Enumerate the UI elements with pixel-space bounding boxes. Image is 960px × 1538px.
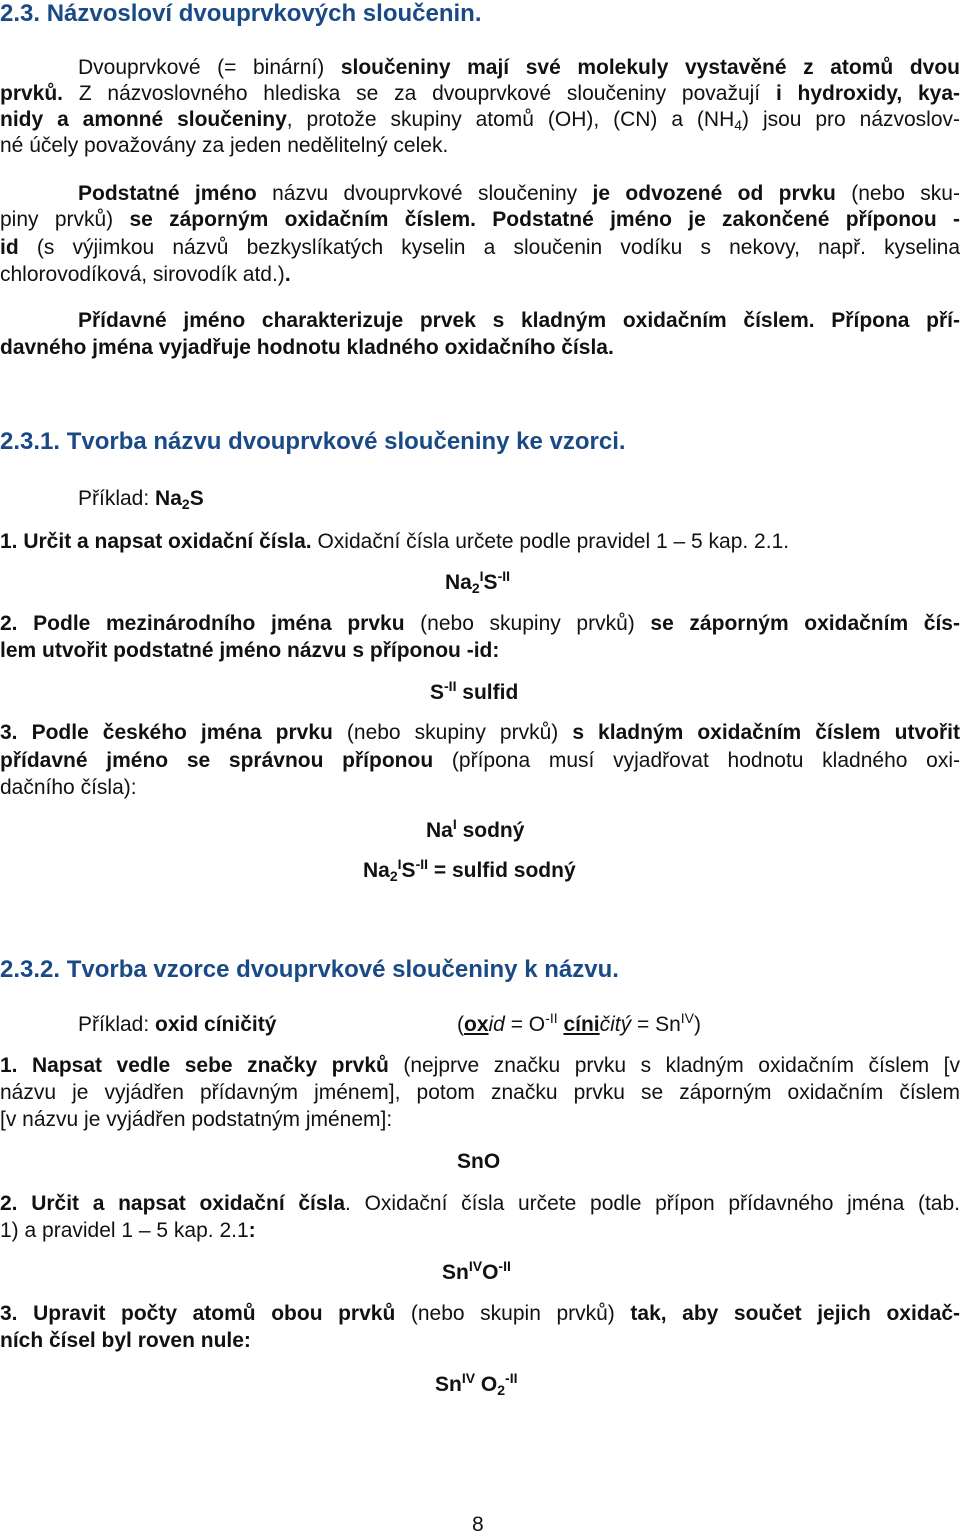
formula-element: Na <box>363 859 390 882</box>
sub2-formula-3 <box>435 1372 960 1398</box>
superscript: -II <box>545 1010 558 1026</box>
formula-name: = sulfid sodný <box>428 859 576 882</box>
sub2-step-1-line-2: názvu je vyjádřen přídavným jménem], potom značku prvku se záporným oxidačním číslem <box>0 1081 960 1104</box>
paragraph-3-line-1 <box>78 308 960 334</box>
sub1-step-3-line-1 <box>0 720 960 746</box>
text-run: Oxidační čísla určete podle pravidel 1 – 5 kap. 2.1. <box>311 530 790 553</box>
sub1-step-3-line-2 <box>0 748 960 774</box>
sub1-formula-4 <box>363 858 960 884</box>
text-run: názvu dvouprvkové sloučeniny <box>256 182 593 205</box>
subsection-1-heading: 2.3.1. Tvorba názvu dvouprvkové sloučeniny ke vzorci. <box>0 428 626 455</box>
paragraph-1-line-4: né účely považovány za jeden nedělitelný celek. <box>0 134 449 157</box>
sub1-formula-3 <box>426 818 960 844</box>
subsection-2-heading: 2.3.2. Tvorba vzorce dvouprvkové sloučeniny k názvu. <box>0 956 619 983</box>
paragraph-2-line-2 <box>0 207 960 233</box>
text-run: 1) a pravidel 1 – 5 kap. 2.1 <box>0 1219 249 1242</box>
text-run: = Sn <box>631 1013 681 1036</box>
superscript: -II <box>498 1258 511 1274</box>
text-run-bold: id <box>0 236 19 259</box>
text-run: (nebo skupiny prvků) <box>332 721 573 744</box>
paragraph-1-line-2 <box>0 81 960 107</box>
text-run: (= binární) <box>200 56 341 79</box>
text-run-bold: je odvozené od prvku <box>592 182 836 205</box>
step-title: 3. Podle českého jména prvku <box>0 721 333 744</box>
text-run: . Oxidační čísla určete podle přípon přídavného jména (tab. <box>345 1192 960 1215</box>
text-run-bold: davného jména vyjadřuje hodnotu kladného oxidačního čísla. <box>0 336 614 359</box>
formula-element: S <box>401 859 416 882</box>
sub1-step-3-line-3: dačního čísla): <box>0 776 137 799</box>
example-label: Příklad: <box>78 487 156 510</box>
step-title: 2. Podle mezinárodního jména prvku <box>0 612 405 635</box>
sub2-step-1-line-1 <box>0 1053 960 1079</box>
paragraph-1-line-1 <box>78 55 960 81</box>
subscript: 2 <box>389 868 398 884</box>
sub1-formula-1 <box>445 570 960 596</box>
formula-name: sulfid <box>456 681 519 704</box>
text-run-bold: . <box>284 263 291 286</box>
superscript: I <box>397 856 402 872</box>
sub1-step-2-line-1 <box>0 611 960 637</box>
text-run-bold: Podstatné jméno <box>78 182 257 205</box>
subscript: 2 <box>181 496 190 512</box>
step-title: 2. Určit a napsat oxidační čísla <box>0 1192 346 1215</box>
text-run: (nebo skupiny prvků) <box>404 612 651 635</box>
text-run: Z názvoslovného hlediska se za dvouprvkové sloučeniny považují <box>63 82 776 105</box>
text-run-bold: se záporným oxidačním číslem. Podstatné jméno je zakončené příponou - <box>129 208 960 231</box>
sub2-step-1-line-3: [v názvu je vyjádřen podstatným jménem]: <box>0 1108 393 1131</box>
paragraph-2-line-1 <box>78 181 960 207</box>
text-run-underlined: cíni <box>563 1013 600 1036</box>
superscript: -II <box>415 856 429 872</box>
text-run-bold: se záporným oxidačním čís- <box>650 612 960 635</box>
text-run: ) jsou pro názvoslov- <box>742 108 960 131</box>
text-run-bold: tak, aby součet jejich oxidač- <box>630 1302 960 1325</box>
formula-element: Na <box>426 819 453 842</box>
paragraph-2-line-3 <box>0 235 960 261</box>
paragraph-3-line-2 <box>0 335 960 361</box>
formula-element: Na <box>445 571 472 594</box>
text-run: (nebo sku- <box>835 182 960 205</box>
paragraph-2-line-4 <box>0 262 960 288</box>
text-run-bold: nidy a amonné sloučeniny <box>0 108 287 131</box>
text-run-bold: lem utvořit podstatné jméno názvu s příponou -id: <box>0 639 500 662</box>
text-run-bold: Přídavné jméno charakterizuje prvek s kladným oxidačním číslem. Přípona pří- <box>78 309 960 332</box>
superscript: -II <box>497 568 511 584</box>
formula: SnO <box>457 1150 501 1173</box>
formula-element: S <box>430 681 445 704</box>
sub1-step-1 <box>0 529 960 555</box>
text-run: = O <box>504 1013 546 1036</box>
superscript: -II <box>444 678 457 694</box>
subscript: 2 <box>471 580 480 596</box>
text-run-bold: : <box>248 1219 256 1242</box>
text-run: , protože skupiny atomů (OH), (CN) a (NH <box>286 108 735 131</box>
sub1-step-2-line-2 <box>0 638 960 664</box>
formula-element: O <box>475 1373 498 1396</box>
formula-element: Na <box>155 487 182 510</box>
sub2-formula-2 <box>442 1260 960 1286</box>
text-run: ( <box>457 1013 464 1036</box>
formula-element: Sn <box>442 1261 469 1284</box>
text-run-italic: id <box>488 1013 505 1036</box>
text-run: chlorovodíková, sirovodík atd.) <box>0 263 285 286</box>
step-title: 1. Určit a napsat oxidační čísla. <box>0 530 312 553</box>
formula-element: S <box>483 571 498 594</box>
text-run: piny prvků) <box>0 208 130 231</box>
example-name: oxid cíničitý <box>155 1013 277 1036</box>
text-run-bold: přídavné jméno se správnou příponou <box>0 749 434 772</box>
formula-name: sodný <box>456 819 525 842</box>
sub2-formula-1 <box>457 1149 960 1175</box>
subscript: 2 <box>497 1382 506 1398</box>
formula-element: S <box>189 487 204 510</box>
text-run-italic: čitý <box>599 1013 632 1036</box>
step-title: 3. Upravit počty atomů obou prvků <box>0 1302 396 1325</box>
superscript: IV <box>468 1258 483 1274</box>
sub2-step-3-line-1 <box>0 1301 960 1327</box>
text-run-bold: s kladným oxidačním číslem utvořit <box>572 721 960 744</box>
text-run: (přípona musí vyjadřovat hodnotu kladného oxi- <box>433 749 960 772</box>
superscript: IV <box>461 1370 476 1386</box>
text-run: (nejprve značku prvku s kladným oxidačním číslem [v <box>388 1054 960 1077</box>
subscript: 4 <box>734 117 743 133</box>
text-run-bold: i hydroxidy, kya- <box>775 82 960 105</box>
text-run-underlined: ox <box>464 1013 489 1036</box>
formula-element: O <box>482 1261 499 1284</box>
step-title: 1. Napsat vedle sebe značky prvků <box>0 1054 389 1077</box>
sub2-step-3-line-2 <box>0 1328 960 1354</box>
text-run-bold: ních čísel byl roven nule: <box>0 1329 251 1352</box>
superscript: I <box>479 568 484 584</box>
text-run-bold: sloučeniny mají své molekuly vystavěné z atomů dvou <box>340 56 960 79</box>
sub2-step-2-line-1 <box>0 1191 960 1217</box>
example-label: Příklad: <box>78 1013 156 1036</box>
paragraph-1-line-3 <box>0 107 960 133</box>
sub2-example-explanation <box>457 1012 960 1038</box>
section-heading: 2.3. Názvosloví dvouprvkových sloučenin. <box>0 0 482 27</box>
superscript: IV <box>680 1010 694 1026</box>
sub1-example <box>78 486 960 512</box>
text-run: ) <box>694 1013 701 1036</box>
sub2-step-2-line-2 <box>0 1218 960 1244</box>
formula-element: Sn <box>435 1373 462 1396</box>
page-number: 8 <box>472 1513 484 1536</box>
text-run: (s výjimkou názvů bezkyslíkatých kyselin a sloučenin vodíku s nekovy, např. kyselina <box>18 236 960 259</box>
superscript: -II <box>505 1370 518 1386</box>
text-run: (nebo skupin prvků) <box>395 1302 631 1325</box>
sub1-formula-2 <box>430 680 960 706</box>
superscript: I <box>452 816 457 832</box>
text-run-bold: prvků. <box>0 82 64 105</box>
text-run: Dvouprvkové <box>78 56 201 79</box>
